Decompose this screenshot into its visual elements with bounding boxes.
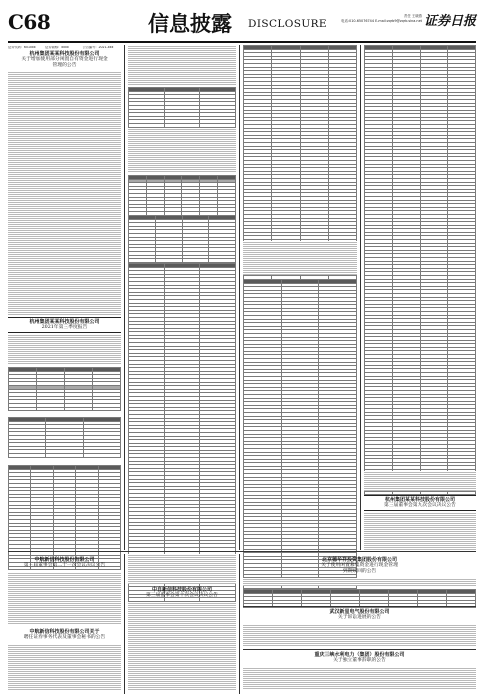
headline-line: 第三届董事会第九次会议决议公告 bbox=[384, 503, 456, 508]
headline-line: 第三届监事会第十次会议决议公告 bbox=[146, 593, 218, 598]
column-divider bbox=[239, 554, 240, 694]
article-a4-body bbox=[8, 572, 121, 624]
headline-line: 到期赎回的公告 bbox=[342, 569, 377, 574]
headline-line: 第三届董事会第二十一次会议决议公告 bbox=[23, 563, 106, 568]
article-separator bbox=[243, 606, 476, 607]
notice-number: 公告编号：2021-xxx bbox=[82, 46, 114, 49]
announcement-codes bbox=[8, 46, 121, 50]
article-a8-body bbox=[243, 624, 476, 646]
article-a4-continued bbox=[128, 554, 236, 584]
column-divider bbox=[124, 45, 125, 550]
article-a2-text bbox=[128, 128, 236, 172]
masthead-rule bbox=[8, 41, 476, 43]
headline-line: 聘任证券事务代表及董事会秘书的公告 bbox=[23, 635, 106, 640]
editor-line: 责任 王晓燕 bbox=[403, 14, 422, 18]
article-a5-body bbox=[128, 602, 236, 690]
page-number: C68 bbox=[8, 10, 51, 34]
column-divider bbox=[239, 45, 240, 550]
article-a2-body bbox=[8, 334, 121, 364]
headline-line: 中航新信科技股份有限公司关于 bbox=[29, 629, 100, 635]
column-3 bbox=[243, 45, 357, 550]
column-divider bbox=[124, 554, 125, 694]
headline-line: 北京德华祥投资集团股份有限公司 bbox=[321, 557, 397, 563]
article-a6-body bbox=[243, 578, 476, 586]
article-a1-headline bbox=[8, 51, 121, 69]
headline-line: 中航新信科技股份有限公司 bbox=[34, 557, 95, 563]
column-4 bbox=[364, 45, 476, 550]
contact-line: 电话:010-65076744 E-mail:zqrb9@zqrb.sina.net bbox=[341, 18, 422, 23]
article-a8-headline bbox=[243, 609, 476, 621]
article-a3-body bbox=[364, 512, 476, 550]
article-a2-notes bbox=[243, 241, 357, 275]
article-a3-headline bbox=[364, 495, 476, 511]
financial-table-2 bbox=[128, 175, 236, 219]
headline-line: 杭州集团某某科技股份有限公司 bbox=[29, 51, 100, 57]
masthead bbox=[8, 6, 476, 40]
bottom-band-rule bbox=[8, 551, 476, 552]
article-a2-end bbox=[364, 471, 476, 491]
security-code: 证券代码：601xxx bbox=[8, 46, 36, 49]
headline-line: 杭州集团某某科技股份有限公司 bbox=[384, 497, 455, 503]
headline-line: 关于增加使用部分闲置自有资金进行现金 bbox=[21, 57, 108, 62]
article-a1-body bbox=[8, 71, 121, 315]
article-a7-body bbox=[8, 644, 121, 690]
article-separator bbox=[243, 649, 476, 650]
article-a7-headline bbox=[8, 629, 121, 641]
headline-line: 杭州集团某某科技股份有限公司 bbox=[29, 319, 100, 325]
report-table-1 bbox=[8, 367, 121, 411]
bottom-column-cd bbox=[243, 554, 476, 694]
headline-line: 2021年第三季度报告 bbox=[41, 325, 88, 330]
article-a2-continued bbox=[128, 45, 236, 85]
financial-table-7 bbox=[364, 45, 476, 510]
column-1 bbox=[8, 45, 121, 550]
article-a9-headline bbox=[243, 652, 476, 664]
headline-line: 中自新信科技股份有限公司 bbox=[151, 587, 212, 593]
bottom-column-b bbox=[128, 554, 236, 694]
headline-line: 管理的公告 bbox=[52, 63, 77, 68]
column-divider bbox=[360, 45, 361, 550]
bottom-column-a bbox=[8, 554, 121, 694]
report-table-2 bbox=[8, 417, 121, 458]
headline-line: 关于诉讼进展的公告 bbox=[337, 615, 382, 620]
newspaper-logo: 证券日报 bbox=[423, 14, 476, 29]
section-title: 信息披露 bbox=[148, 11, 232, 36]
headline-line: 武汉新星电气股份有限公司 bbox=[329, 609, 390, 615]
article-a4-headline bbox=[8, 557, 121, 569]
section-title-en: DISCLOSURE bbox=[248, 18, 327, 30]
article-a2-headline bbox=[8, 317, 121, 333]
article-a9-body bbox=[243, 667, 476, 690]
security-abbr: 证券简称：xxxx bbox=[45, 46, 69, 49]
article-a5-headline bbox=[128, 587, 236, 599]
masthead-meta bbox=[341, 14, 422, 23]
headline-line: 关于使用闲置募集资金进行现金管理 bbox=[321, 563, 398, 568]
column-2 bbox=[128, 45, 236, 550]
headline-line: 重庆三峡水利电力（集团）股份有限公司 bbox=[314, 652, 405, 658]
headline-line: 关于独立董事辞职的公告 bbox=[333, 658, 386, 663]
article-a6-headline bbox=[243, 557, 476, 575]
